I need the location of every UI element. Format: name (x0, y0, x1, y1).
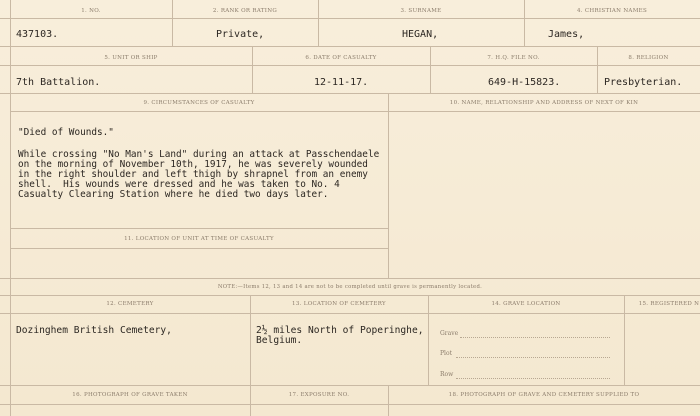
row-line (456, 378, 610, 379)
header-location-of-cemetery: 13. LOCATION OF CEMETERY (292, 301, 386, 307)
rule (10, 111, 700, 112)
rule (0, 46, 700, 47)
header-registered-no: 15. REGISTERED N (638, 301, 700, 307)
circumstances-line: on the morning of November 10th, 1917, he was severely wounded (18, 159, 368, 170)
plot-line (456, 357, 610, 358)
header-exposure-no: 17. EXPOSURE NO. (288, 392, 350, 398)
header-unit: 5. UNIT OR SHIP (104, 55, 158, 61)
header-surname: 3. SURNAME (400, 8, 442, 14)
plot-label: Plot (440, 350, 452, 357)
header-date: 6. DATE OF CASUALTY (305, 55, 377, 61)
service-number: 437103. (16, 29, 59, 40)
header-photograph-taken: 16. PHOTOGRAPH OF GRAVE TAKEN (72, 392, 188, 398)
circumstances-line: shell. His wounds were dressed and he was taken to No. 4 (18, 179, 340, 190)
note-text: NOTE:—Items 12, 13 and 14 are not to be completed until grave is permanently located. (217, 284, 483, 290)
unit-value: 7th Battalion. (16, 77, 101, 88)
surname-value: HEGAN, (402, 29, 439, 40)
hq-file-value: 649-H-15823. (488, 77, 561, 88)
christian-names-value: James, (548, 29, 585, 40)
header-christian-names: 4. CHRISTIAN NAMES (576, 8, 648, 14)
grave-line (460, 337, 610, 338)
rule (172, 0, 173, 46)
rule (0, 278, 700, 279)
header-grave-location: 14. GRAVE LOCATION (491, 301, 561, 307)
date-value: 12-11-17. (314, 77, 369, 88)
rule (0, 295, 700, 296)
rule (388, 93, 389, 278)
rule (10, 228, 388, 229)
circumstances-line: in the right shoulder and left thigh by shrapnel from an enemy (18, 169, 368, 180)
rule (524, 0, 525, 46)
circumstances-line: While crossing "No Man's Land" during an attack at Passchendaele (18, 149, 380, 160)
rule (597, 46, 598, 93)
rank-value: Private, (216, 29, 265, 40)
rule (0, 404, 700, 405)
cemetery-value: Dozinghem British Cemetery, (16, 325, 172, 336)
header-circumstances: 9. CIRCUMSTANCES OF CASUALTY (143, 100, 255, 106)
header-religion: 8. RELIGION (628, 55, 669, 61)
header-location-of-unit: 11. LOCATION OF UNIT AT TIME OF CASUALTY (124, 236, 274, 242)
header-rank: 2. RANK OR RATING (212, 8, 278, 14)
cemetery-location-line: 2½ miles North of Poperinghe, (256, 325, 424, 336)
header-next-of-kin: 10. NAME, RELATIONSHIP AND ADDRESS OF NEXT OF KIN (449, 100, 639, 106)
rule (0, 93, 700, 94)
religion-value: Presbyterian. (604, 77, 683, 88)
rule (252, 46, 253, 93)
cause-of-death: "Died of Wounds." (18, 127, 114, 138)
rule (0, 18, 700, 19)
rule (10, 248, 388, 249)
header-photograph-supplied: 18. PHOTOGRAPH OF GRAVE AND CEMETERY SUPPLIED TO (448, 392, 640, 398)
row-label: Row (440, 371, 454, 378)
rule (624, 295, 625, 385)
rule (10, 0, 11, 416)
grave-label: Grave (440, 330, 459, 337)
cemetery-location-line: Belgium. (256, 335, 303, 346)
header-hq-file: 7. H.Q. FILE NO. (487, 55, 540, 61)
header-cemetery: 12. CEMETERY (106, 301, 154, 307)
rule (0, 385, 700, 386)
rule (0, 65, 700, 66)
rule (430, 46, 431, 93)
header-no: 1. NO. (81, 8, 101, 14)
rule (0, 313, 700, 314)
circumstances-line: Casualty Clearing Station where he died two days later. (18, 189, 329, 200)
rule (388, 385, 389, 416)
rule (428, 295, 429, 385)
rule (318, 0, 319, 46)
